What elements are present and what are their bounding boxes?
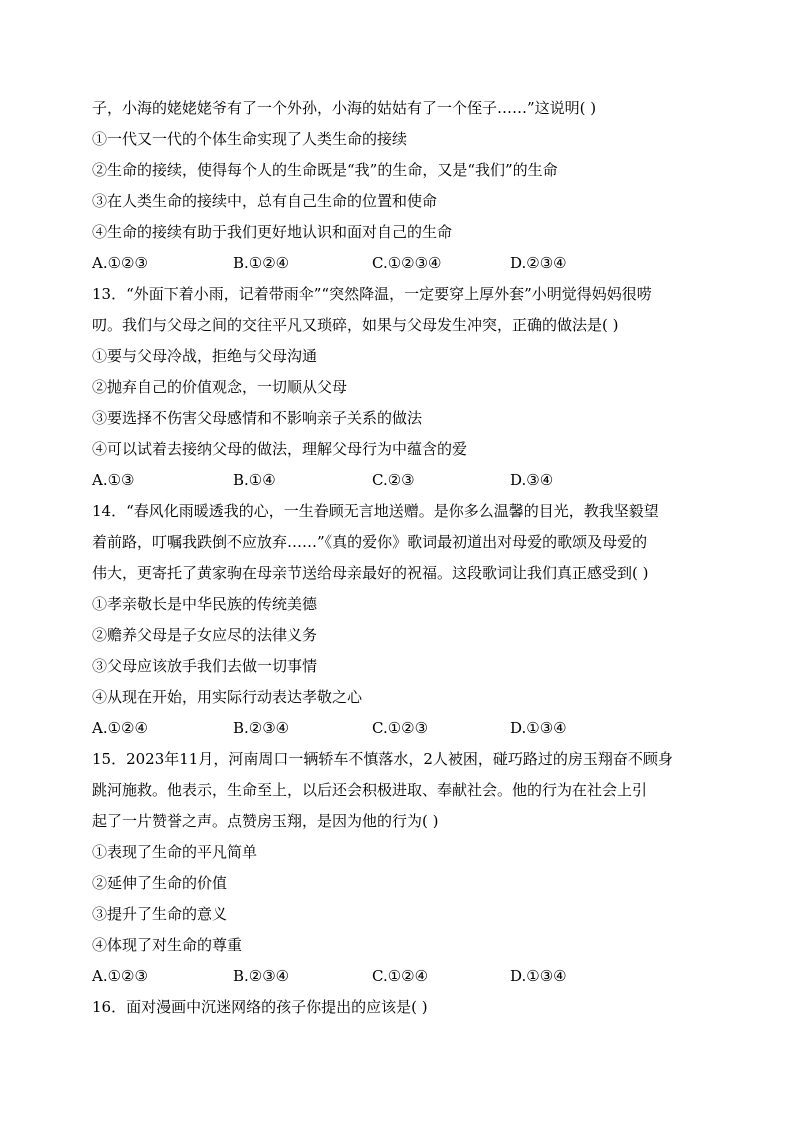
- statement-item: ④生命的接续有助于我们更好地认识和面对自己的生命: [92, 223, 453, 241]
- option-c: C.①②③: [372, 719, 429, 737]
- option-c: C.②③: [372, 471, 415, 489]
- option-c: C.①②③④: [372, 254, 442, 272]
- option-a: A.①③: [92, 471, 135, 489]
- answer-options: [92, 465, 704, 496]
- option-d: D.③④: [510, 471, 554, 489]
- statement-item: ③要选择不伤害父母感情和不影响亲子关系的做法: [92, 409, 423, 427]
- statement-item: ③在人类生命的接续中，总有自己生命的位置和使命: [92, 192, 438, 210]
- option-b: B.②③④: [233, 967, 290, 985]
- statement-item: ④从现在开始，用实际行动表达孝敬之心: [92, 688, 363, 706]
- question-stem-line: 子，小海的姥姥姥爷有了一个外孙，小海的姑姑有了一个侄子……”这说明( ): [92, 99, 597, 117]
- question-16: [92, 992, 704, 1023]
- statement-item: ①表现了生命的平凡简单: [92, 843, 258, 861]
- statement-item: ①要与父母冷战，拒绝与父母沟通: [92, 347, 318, 365]
- answer-options: [92, 248, 704, 279]
- statement-item: ①一代又一代的个体生命实现了人类生命的接续: [92, 130, 408, 148]
- question-content: [92, 93, 704, 1023]
- statement-item: ③父母应该放手我们去做一切事情: [92, 657, 318, 675]
- statement-item: ④可以试着去接纳父母的做法，理解父母行为中蕴含的爱: [92, 440, 468, 458]
- statement-item: ④体现了对生命的尊重: [92, 936, 243, 954]
- option-d: D.①③④: [510, 967, 567, 985]
- question-13: [92, 279, 704, 496]
- option-b: B.②③④: [233, 719, 290, 737]
- question-14: [92, 496, 704, 744]
- option-a: A.①②③: [92, 967, 148, 985]
- statement-item: ②生命的接续，使得每个人的生命既是“我”的生命，又是“我们”的生命: [92, 161, 558, 179]
- question-stem-line: 叨。我们与父母之间的交往平凡又琐碎，如果与父母发生冲突，正确的做法是( ): [92, 316, 619, 334]
- answer-options: [92, 713, 704, 744]
- option-a: A.①②④: [92, 719, 148, 737]
- question-stem-line: 伟大，更寄托了黄家驹在母亲节送给母亲最好的祝福。这段歌词让我们真正感受到( ): [92, 564, 649, 582]
- option-d: D.①③④: [510, 719, 567, 737]
- option-c: C.①②④: [372, 967, 429, 985]
- statement-item: ②赡养父母是子女应尽的法律义务: [92, 626, 318, 644]
- statement-item: ②延伸了生命的价值: [92, 874, 228, 892]
- option-a: A.①②③: [92, 254, 148, 272]
- question-stem-line: 15．2023年11月，河南周口一辆轿车不慎落水，2人被困，碰巧路过的房玉翔奋不顾身: [92, 750, 673, 768]
- statement-item: ③提升了生命的意义: [92, 905, 228, 923]
- question-stem-line: 起了一片赞誉之声。点赞房玉翔，是因为他的行为( ): [92, 812, 439, 830]
- option-b: B.①②④: [233, 254, 290, 272]
- question-stem-line: 着前路，叮嘱我跌倒不应放弃……”《真的爱你》歌词最初道出对母爱的歌颂及母爱的: [92, 533, 648, 551]
- question-stem-line: 13．“外面下着小雨，记着带雨伞”“突然降温，一定要穿上厚外套”小明觉得妈妈很唠: [92, 285, 652, 303]
- question-12: [92, 93, 704, 279]
- question-stem-line: 14．“春风化雨暖透我的心，一生眷顾无言地送赠。是你多么温馨的目光，教我坚毅望: [92, 502, 659, 520]
- answer-options: [92, 961, 704, 992]
- question-15: [92, 744, 704, 992]
- question-stem-line: 跳河施救。他表示，生命至上，以后还会积极进取、奉献社会。他的行为在社会上引: [92, 781, 648, 799]
- statement-item: ①孝亲敬长是中华民族的传统美德: [92, 595, 318, 613]
- question-stem-line: 16．面对漫画中沉迷网络的孩子你提出的应该是( ): [92, 998, 428, 1016]
- statement-item: ②抛弃自己的价值观念，一切顺从父母: [92, 378, 348, 396]
- option-b: B.①④: [233, 471, 276, 489]
- option-d: D.②③④: [510, 254, 567, 272]
